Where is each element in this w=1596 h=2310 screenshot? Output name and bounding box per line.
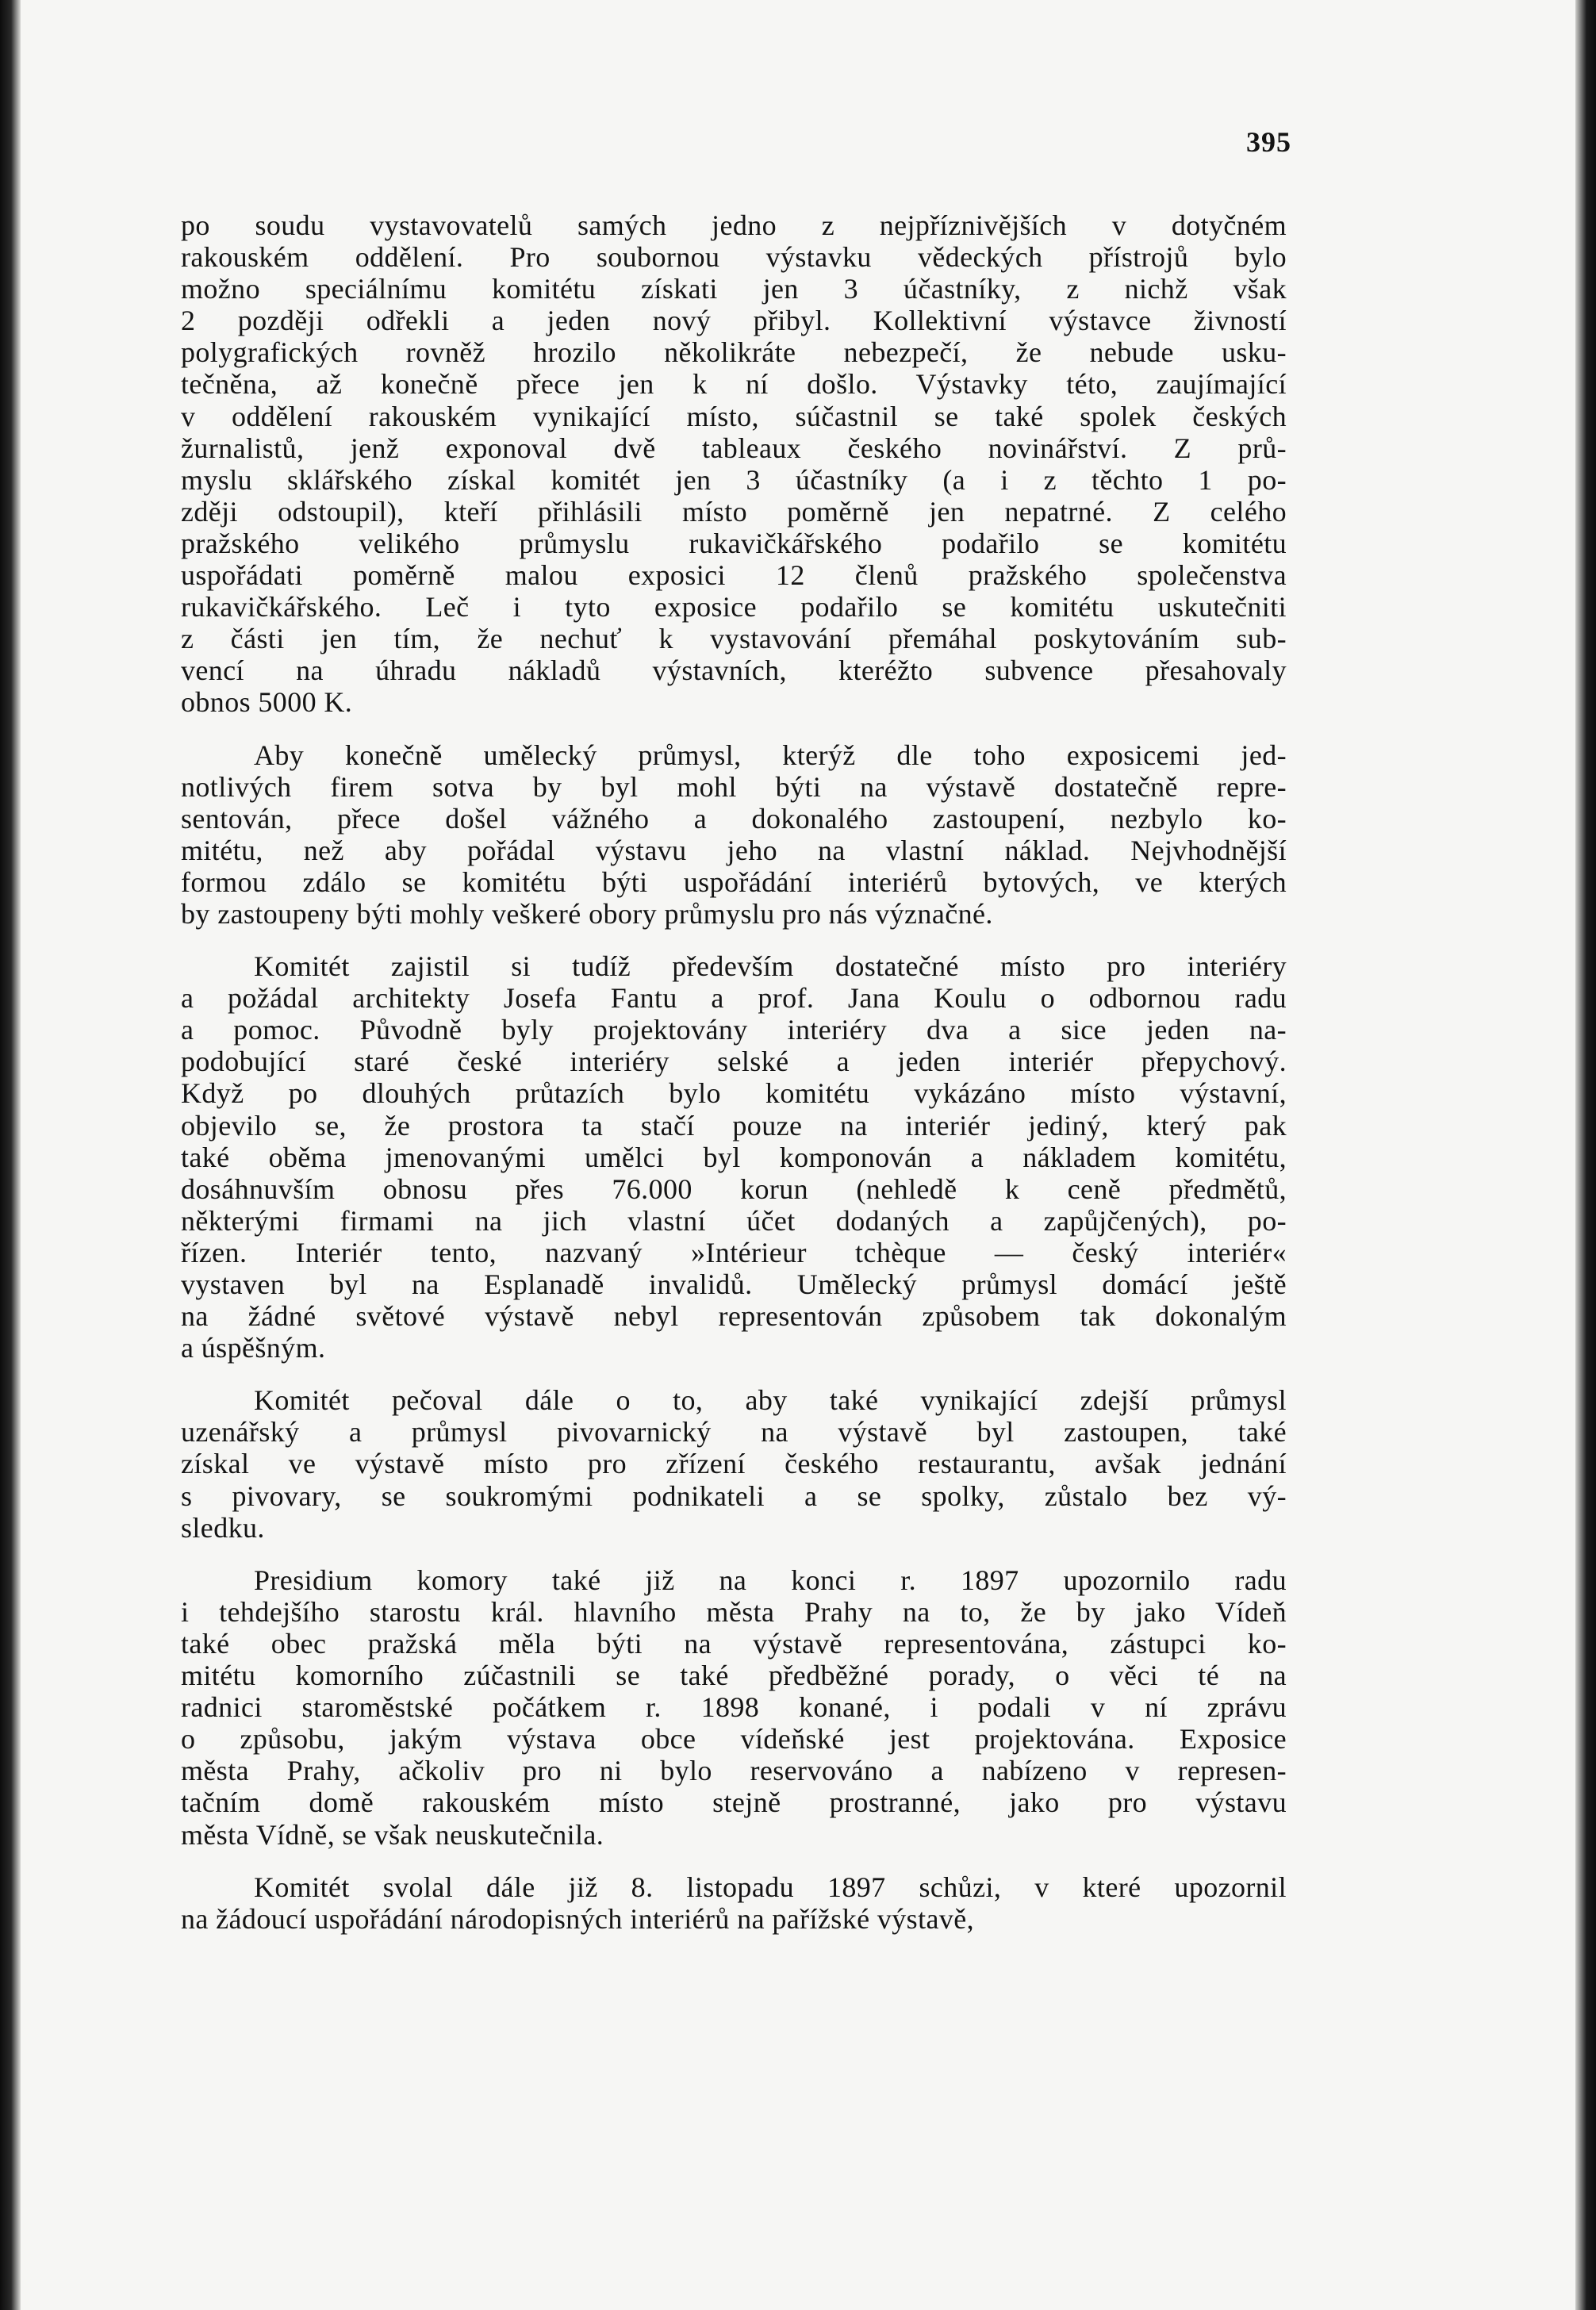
text-line: také oběma jmenovanými umělci byl komponován a nákladem komitétu, [181,1141,1287,1173]
text-line: mitétu komorního zúčastnili se také předběžné porady, o věci té na [181,1660,1287,1692]
text-line: uzenářský a průmysl pivovarnický na výstavě byl zastoupen, také [181,1416,1287,1449]
text-line: zději odstoupil), kteří přihlásili místo poměrně jen nepatrné. Z celého [181,495,1287,528]
paragraph [181,739,1287,931]
text-line: řízen. Interiér tento, nazvaný »Intérieur tchèque — český interiér« [181,1236,1287,1268]
text-line: tečněna, až konečně přece jen k ní došlo. Výstavky této, zaujímající [181,368,1287,401]
text-line: a požádal architekty Josefa Fantu a prof. Jana Koulu o odbornou radu [181,982,1287,1015]
text-line: po soudu vystavovatelů samých jedno z nejpříznivějších v dotyčném [181,209,1287,241]
text-line: sledku. [181,1511,265,1544]
text-line: také obec pražská měla býti na výstavě representována, zástupci ko- [181,1627,1287,1660]
paragraph [181,209,1287,719]
text-line: i tehdejšího starostu král. hlavního města Prahy na to, že by jako Vídeň [181,1595,1287,1628]
text-line: notlivých firem sotva by byl mohl býti na výstavě dostatečně repre- [181,770,1287,803]
text-line: Aby konečně umělecký průmysl, kterýž dle toho exposicemi jed- [254,739,1287,771]
text-line: možno speciálnímu komitétu získati jen 3 účastníky, z nichž však [181,273,1287,305]
text-line: Komitét zajistil si tudíž především dostatečné místo pro interiéry [254,950,1287,983]
paragraph [181,950,1287,1364]
text-line: uspořádati poměrně malou exposici 12 členů pražského společenstva [181,559,1287,592]
text-line: formou zdálo se komitétu býti uspořádání interiérů bytových, ve kterých [181,865,1287,898]
text-line: města Vídně, se však neuskutečnila. [181,1818,604,1851]
text-line: by zastoupeny býti mohly veškeré obory průmyslu pro nás význačné. [181,897,993,930]
text-line: objevilo se, že prostora ta stačí pouze na interiér jediný, který pak [181,1109,1287,1142]
text-line: tačním domě rakouském místo stejně prostranné, jako pro výstavu [181,1786,1287,1819]
text-line: získal ve výstavě místo pro zřízení českého restaurantu, avšak jednání [181,1448,1287,1480]
text-line: radnici staroměstské počátkem r. 1898 konané, i podali v ní zprávu [181,1691,1287,1724]
text-line: z části jen tím, že nechuť k vystavování přemáhal poskytováním sub- [181,623,1287,655]
paragraph [181,1384,1287,1543]
text-line: rukavičkářského. Leč i tyto exposice podařilo se komitétu uskutečniti [181,591,1287,624]
body-text [181,209,1287,1935]
text-line: Presidium komory také již na konci r. 1897 upozornilo radu [254,1564,1287,1596]
text-line: s pivovary, se soukromými podnikateli a se spolky, zůstalo bez vý- [181,1479,1287,1512]
text-line: podobující staré české interiéry selské a jeden interiér přepychový. [181,1046,1287,1078]
text-line: na žádné světové výstavě nebyl representován způsobem tak dokonalým [181,1300,1287,1333]
text-line: dosáhnuvším obnosu přes 76.000 korun (nehledě k ceně předmětů, [181,1172,1287,1205]
text-line: polygrafických rovněž hrozilo několikráte nebezpečí, že nebude usku- [181,336,1287,369]
text-line: mitétu, než aby pořádal výstavu jeho na vlastní náklad. Nejvhodnější [181,834,1287,866]
text-line: Komitét svolal dále již 8. listopadu 1897 schůzi, v které upozornil [254,1871,1287,1903]
text-line: Komitét pečoval dále o to, aby také vynikající zdejší průmysl [254,1384,1287,1417]
text-line: žurnalistů, jenž exponoval dvě tableaux českého novinářství. Z prů- [181,432,1287,464]
text-line: obnos 5000 K. [181,686,353,719]
text-line: některými firmami na jich vlastní účet dodaných a zapůjčených), po- [181,1204,1287,1237]
text-line: Když po dlouhých průtazích bylo komitétu vykázáno místo výstavní, [181,1077,1287,1110]
page-number: 395 [1246,126,1291,158]
text-line: 2 později odřekli a jeden nový přibyl. Kollektivní výstavce živností [181,305,1287,337]
text-line: vencí na úhradu nákladů výstavních, kteréžto subvence přesahovaly [181,654,1287,687]
text-line: sentován, přece došel vážného a dokonalého zastoupení, nezbylo ko- [181,802,1287,835]
text-line: myslu sklářského získal komitét jen 3 účastníky (a i z těchto 1 po- [181,463,1287,496]
scan-edge-right [1575,0,1596,2310]
text-line: v oddělení rakouském vynikající místo, súčastnil se také spolek českých [181,400,1287,432]
paragraph [181,1564,1287,1851]
text-line: města Prahy, ačkoliv pro ni bylo reservováno a nabízeno v represen- [181,1755,1287,1787]
text-line: a pomoc. Původně byly projektovány interiéry dva a sice jeden na- [181,1014,1287,1046]
text-line: rakouském oddělení. Pro soubornou výstavku vědeckých přístrojů bylo [181,241,1287,274]
text-line: pražského velikého průmyslu rukavičkářského podařilo se komitétu [181,527,1287,559]
paragraph [181,1871,1287,1935]
scan-edge-left [0,0,21,2310]
text-line: a úspěšným. [181,1332,326,1364]
text-line: vystaven byl na Esplanadě invalidů. Umělecký průmysl domácí ještě [181,1268,1287,1300]
text-line: na žádoucí uspořádání národopisných interiérů na pařížské výstavě, [181,1902,975,1935]
text-line: o způsobu, jakým výstava obce vídeňské jest projektována. Exposice [181,1723,1287,1756]
